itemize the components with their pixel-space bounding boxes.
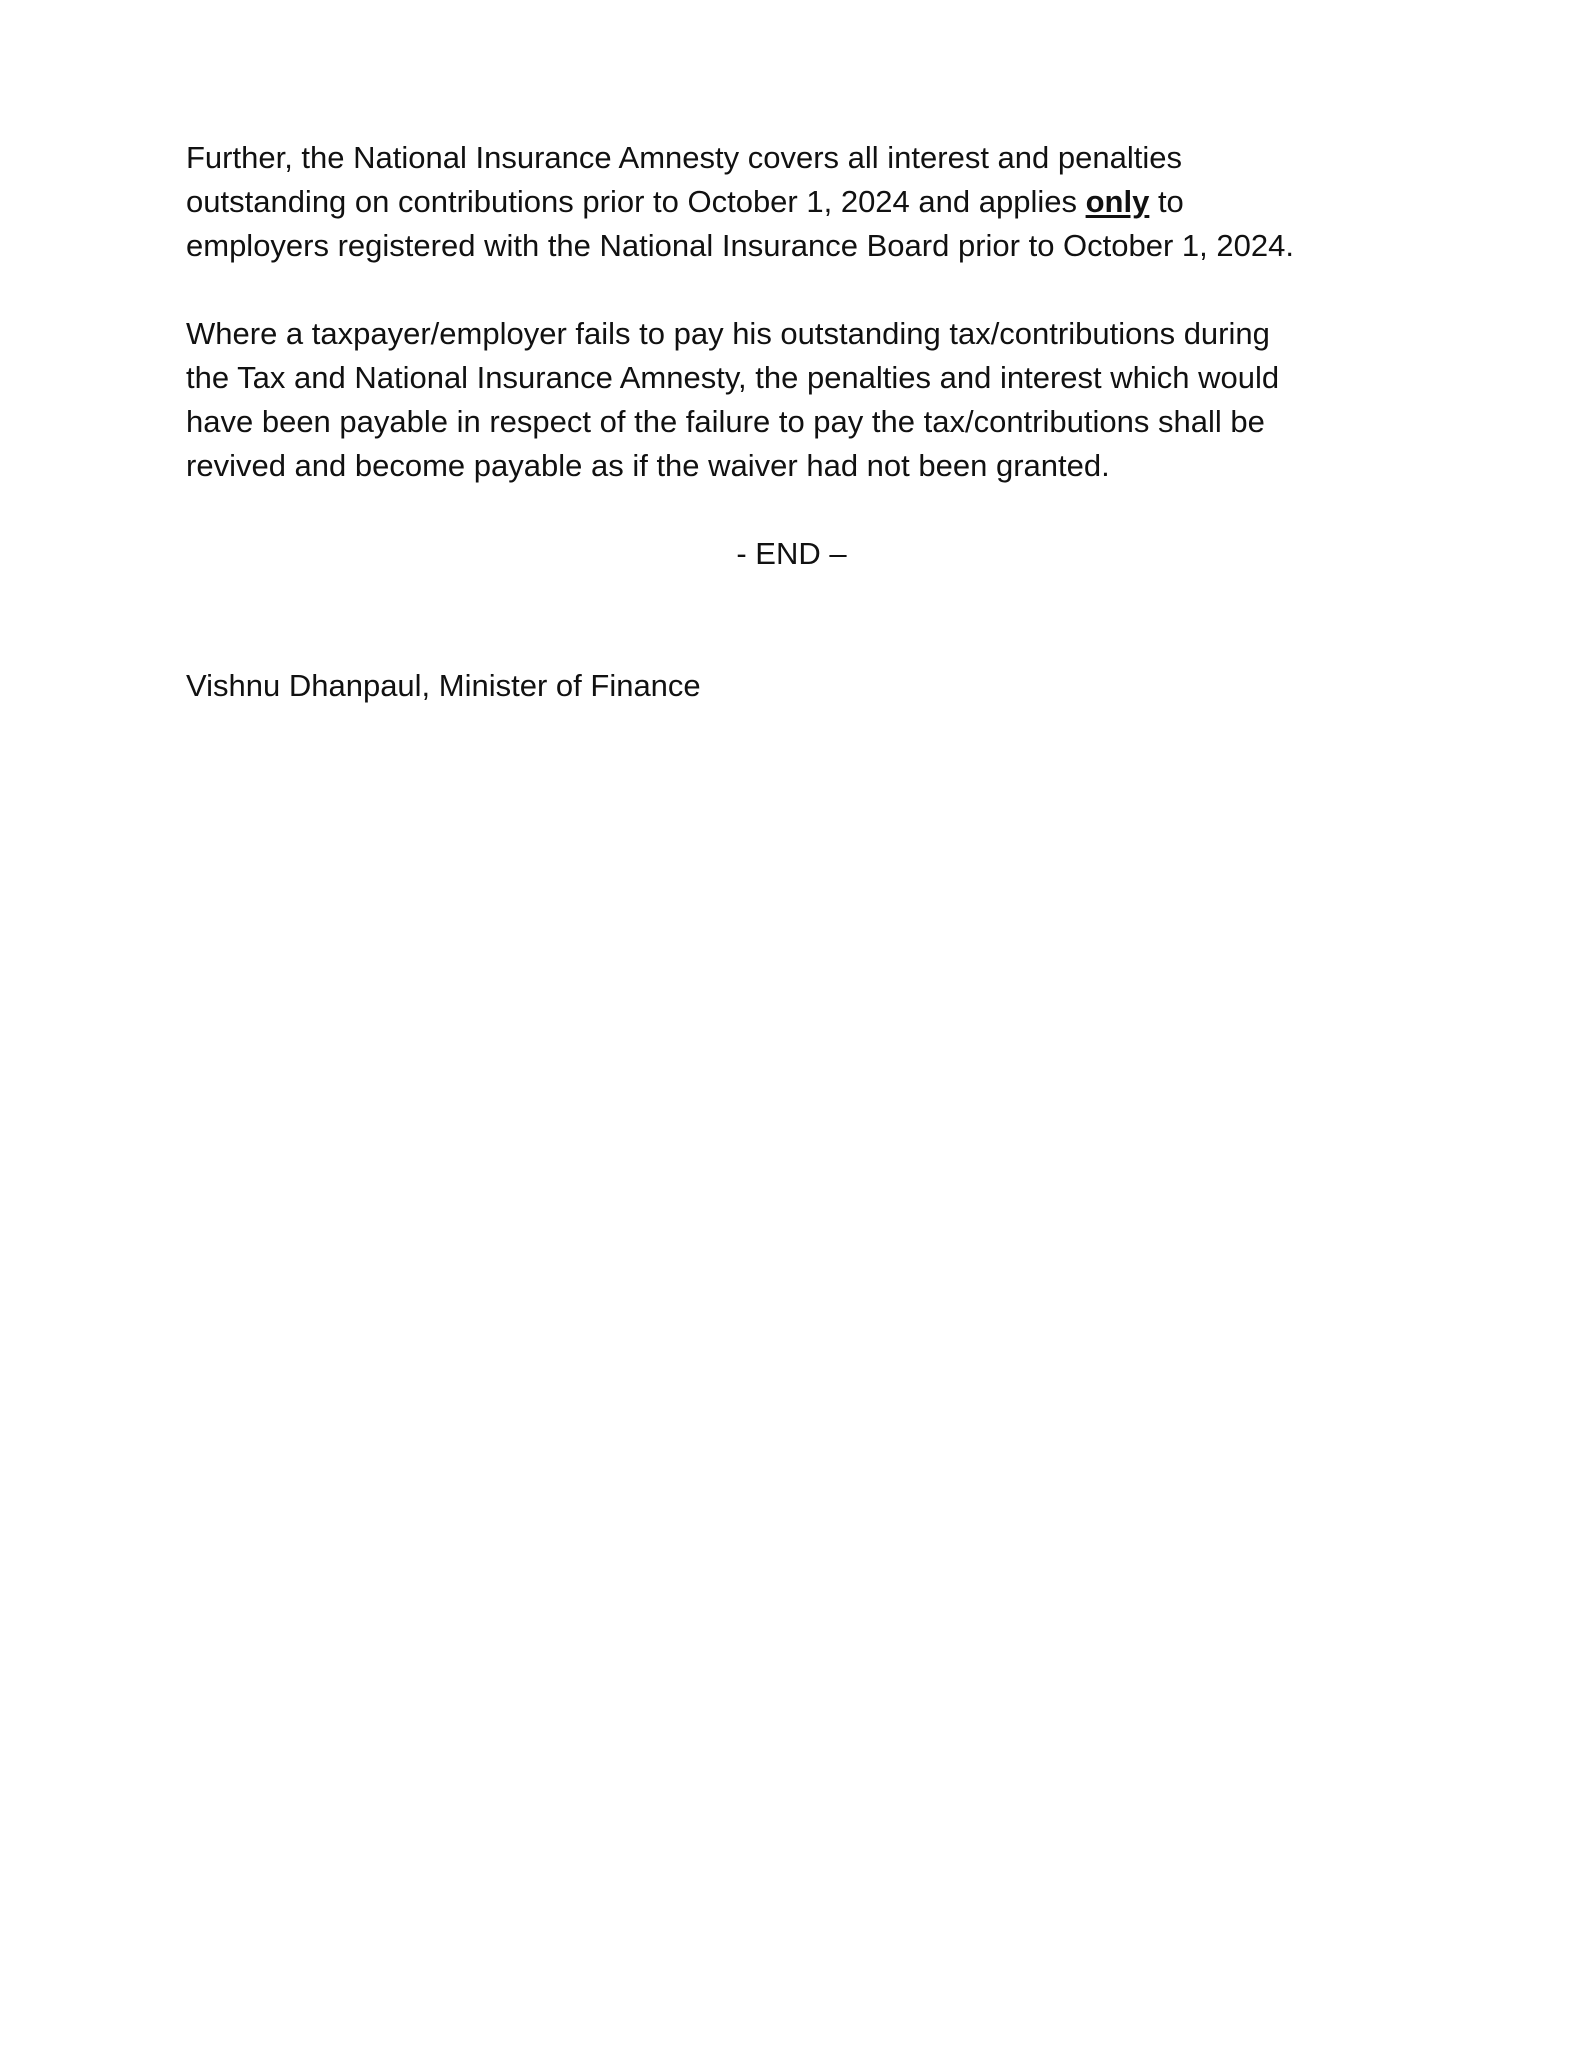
paragraph-line: Further, the National Insurance Amnesty covers all interest and penalties [186, 140, 1182, 175]
paragraph-line: have been payable in respect of the failure to pay the tax/contributions shall be [186, 404, 1265, 439]
paragraph-amnesty-coverage [186, 136, 1406, 268]
signature-line: Vishnu Dhanpaul, Minister of Finance [186, 668, 701, 703]
paragraph-failure-to-pay [186, 312, 1406, 488]
paragraph-line: revived and become payable as if the waiver had not been granted. [186, 448, 1110, 483]
paragraph-line: the Tax and National Insurance Amnesty, the penalties and interest which would [186, 360, 1280, 395]
paragraph-line: Where a taxpayer/employer fails to pay his outstanding tax/contributions during [186, 316, 1270, 351]
paragraph-line: employers registered with the National Insurance Board prior to October 1, 2024. [186, 228, 1294, 263]
text-run: to [1149, 184, 1184, 219]
emphasized-word: only [1085, 184, 1150, 219]
text-run: outstanding on contributions prior to October 1, 2024 and applies [186, 184, 1086, 219]
end-marker: - END – [736, 536, 847, 571]
paragraph-line [186, 180, 1406, 224]
